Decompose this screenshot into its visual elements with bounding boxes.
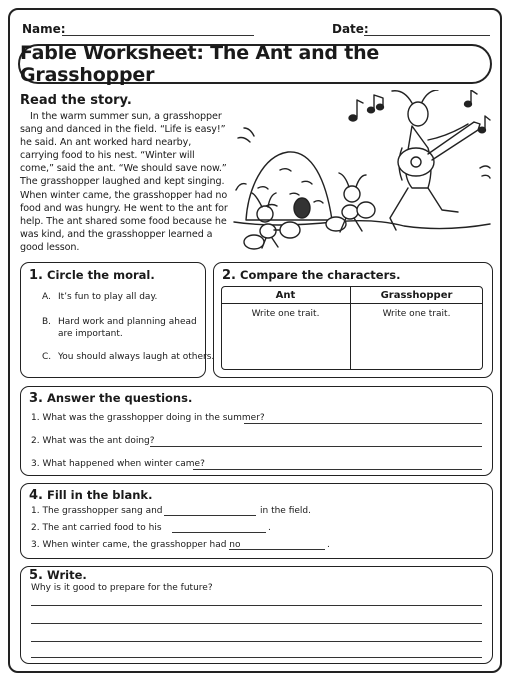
moral-option-c[interactable]: You should always laugh at others. [58, 352, 215, 362]
column-header-ant: Ant [275, 290, 296, 301]
section-4-title [29, 488, 152, 503]
blank-1-before: 1. The grasshopper sang and [31, 506, 163, 516]
story-text: In the warm summer sun, a grasshopper sang and danced in the field. “Life is easy!” he said. An ant worked hard nearby, carrying food to his nest. “Winter will come,” said the ant. “We should save now.” The grasshopper laughed and kept singing. When winter came, the grasshopper had no food and was hungry. He went to the ant for help. The ant shared some food because he was kind, and the grasshopper learned a good lesson. [20, 111, 228, 253]
write-line-2[interactable] [31, 623, 482, 624]
blank-2[interactable] [172, 532, 266, 533]
blank-2-after: . [268, 523, 271, 533]
section-5-title [29, 568, 87, 583]
section-3-title [29, 391, 192, 406]
moral-option-a[interactable]: It’s fun to play all day. [58, 292, 158, 302]
moral-option-c-letter[interactable]: C. [42, 352, 52, 362]
write-line-1[interactable] [31, 605, 482, 606]
moral-option-a-letter[interactable]: A. [42, 292, 51, 302]
section-2-title [222, 268, 400, 283]
section-2-number: 2. [222, 268, 236, 283]
blank-3-before: 3. When winter came, the grasshopper had no [31, 540, 241, 550]
story-heading: Read the story. [20, 93, 132, 108]
date-label: Date: [332, 22, 369, 36]
section-1-title [29, 268, 155, 283]
compare-table-header-divider [221, 303, 483, 304]
question-2: 2. What was the ant doing? [31, 436, 155, 446]
name-label: Name: [22, 22, 66, 36]
moral-option-b[interactable]: Hard work and planning ahead are important. [58, 317, 197, 339]
section-1-title-text: Circle the moral. [47, 268, 155, 282]
answer-line-2[interactable] [150, 446, 482, 447]
section-5-title-text: Write. [47, 568, 87, 582]
grasshopper-banjo-icon [390, 90, 480, 230]
section-1-number: 1. [29, 268, 43, 283]
answer-line-3[interactable] [193, 469, 482, 470]
blank-3[interactable] [229, 549, 325, 550]
column-header-grasshopper: Grasshopper [380, 290, 453, 301]
date-field[interactable] [364, 35, 490, 36]
section-3-title-text: Answer the questions. [47, 391, 193, 405]
section-4-number: 4. [29, 488, 43, 503]
page-title: Fable Worksheet: The Ant and the Grasshopper [20, 42, 380, 86]
question-1: 1. What was the grasshopper doing in the summer? [31, 413, 265, 423]
fable-illustration [232, 90, 494, 250]
moral-option-b-letter[interactable]: B. [42, 317, 52, 327]
ant-icon [326, 173, 375, 232]
ant-trait-cell[interactable]: Write one trait. [251, 309, 320, 319]
blank-1-after: in the field. [260, 506, 311, 516]
write-line-4[interactable] [31, 657, 482, 658]
blank-3-after: . [327, 540, 330, 550]
write-line-3[interactable] [31, 641, 482, 642]
blank-2-before: 2. The ant carried food to his [31, 523, 162, 533]
write-prompt: Why is it good to prepare for the future? [31, 583, 213, 593]
section-5-number: 5. [29, 568, 43, 583]
question-3: 3. What happened when winter came? [31, 459, 205, 469]
section-2-title-text: Compare the characters. [240, 268, 401, 282]
answer-line-1[interactable] [244, 423, 482, 424]
blank-1[interactable] [164, 515, 256, 516]
section-3-number: 3. [29, 391, 43, 406]
section-4-title-text: Fill in the blank. [47, 488, 153, 502]
section-5-box [20, 566, 493, 664]
name-field[interactable] [62, 35, 254, 36]
grasshopper-trait-cell[interactable]: Write one trait. [382, 309, 451, 319]
title-banner [18, 44, 492, 84]
